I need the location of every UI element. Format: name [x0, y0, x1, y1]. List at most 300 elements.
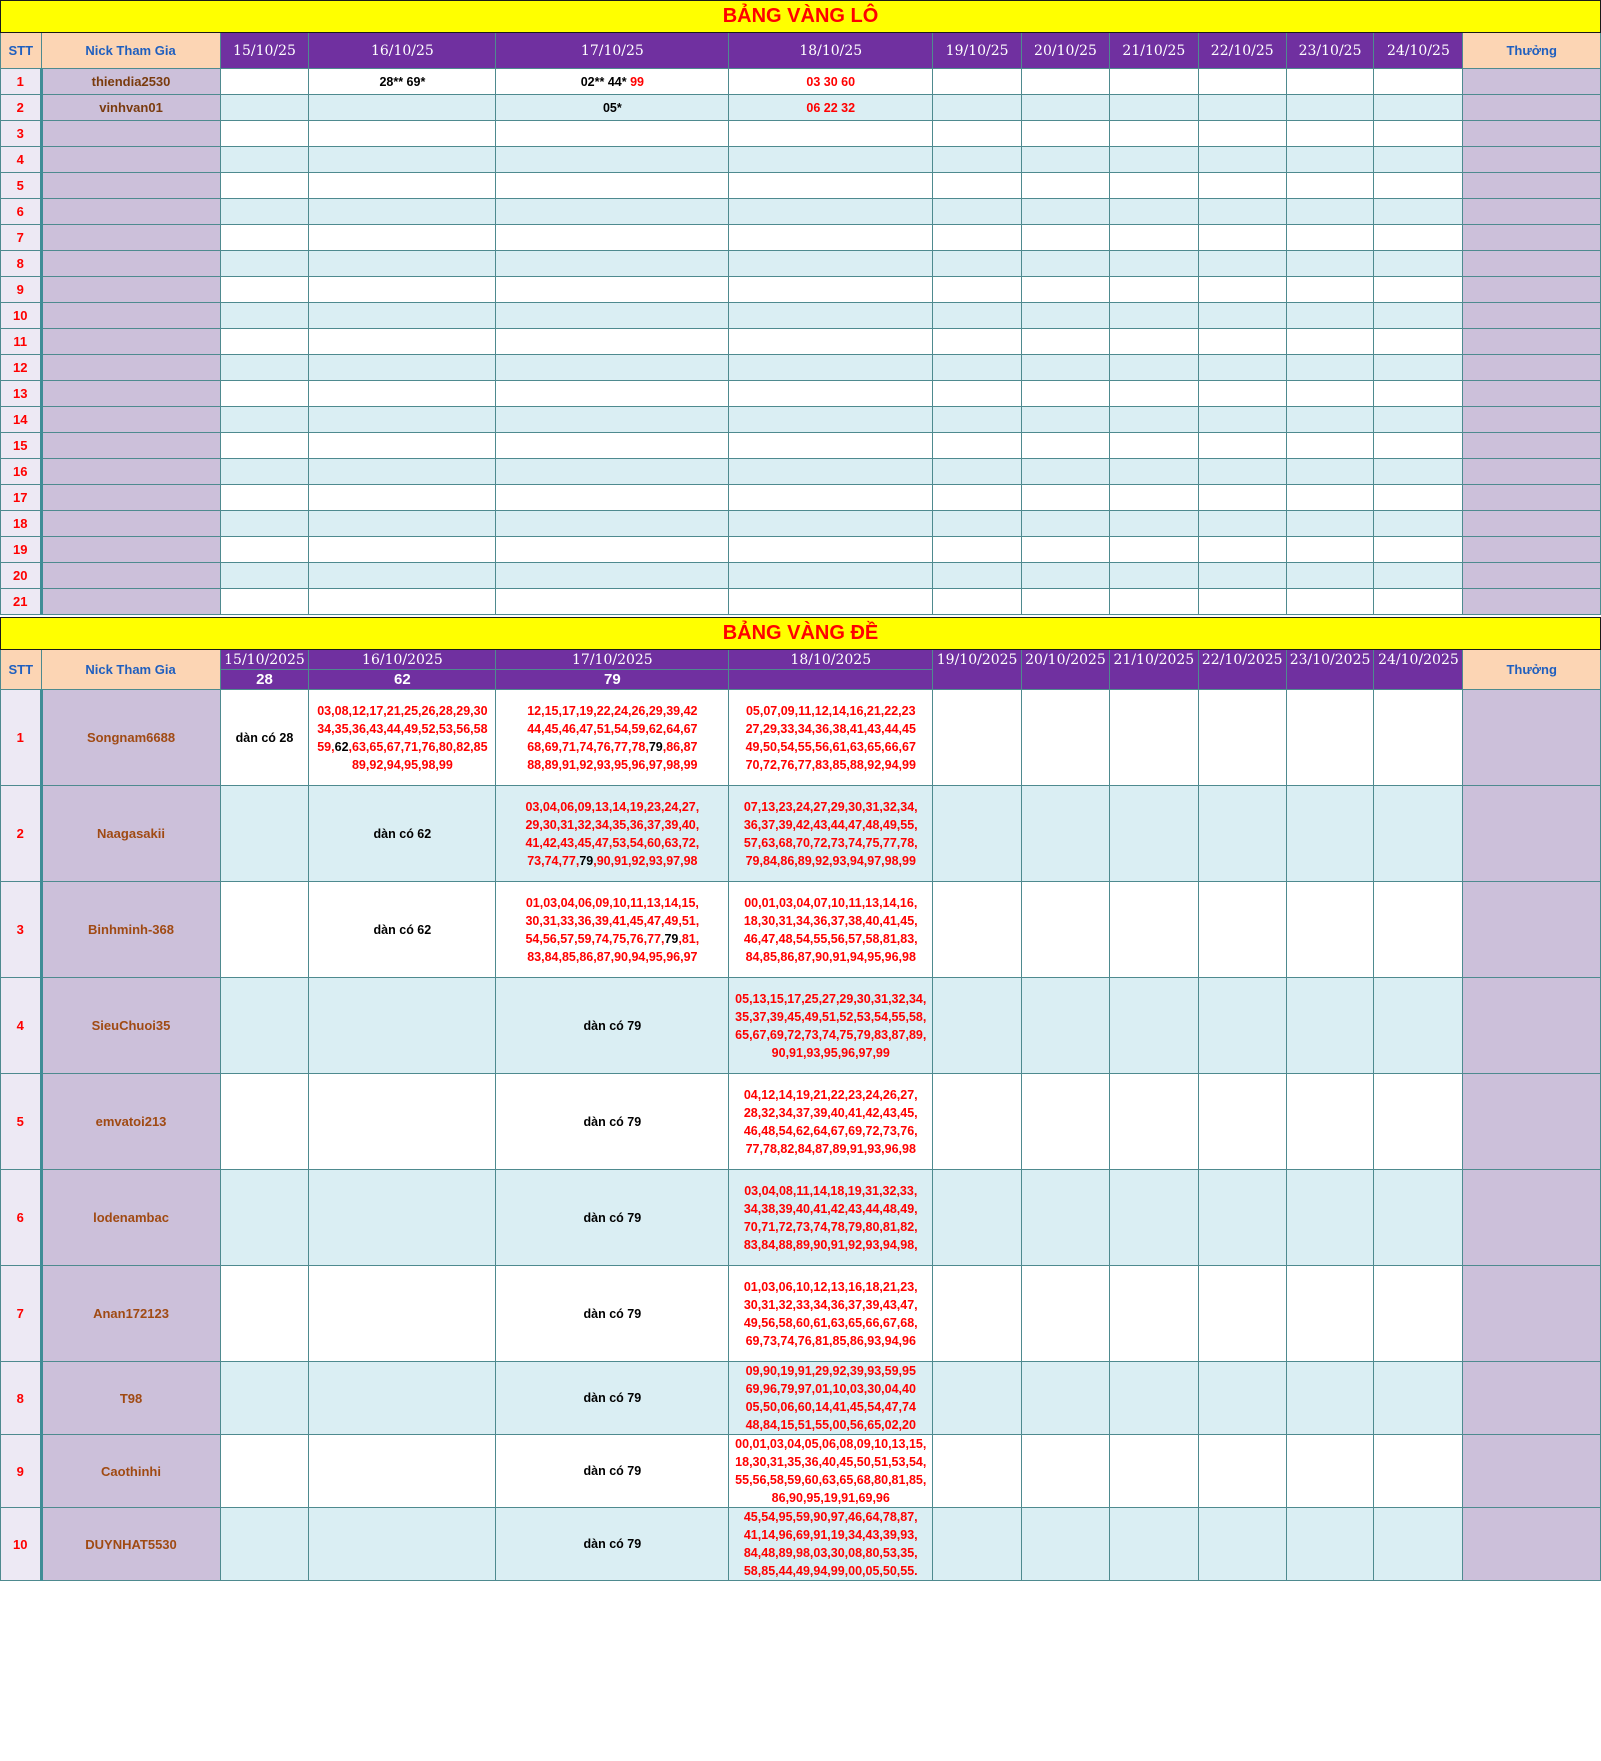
de-entry-cell[interactable]	[1109, 1508, 1198, 1581]
de-stt-cell[interactable]: 6	[1, 1170, 42, 1266]
de-entry-cell[interactable]	[220, 1266, 309, 1362]
lo-entry-cell[interactable]	[1374, 95, 1463, 121]
de-entry-cell[interactable]	[1022, 1508, 1110, 1581]
lo-entry-cell[interactable]	[220, 303, 309, 329]
de-nick-cell[interactable]: Caothinhi	[41, 1435, 220, 1508]
lo-entry-cell[interactable]	[1109, 407, 1198, 433]
lo-entry-cell[interactable]	[1198, 199, 1286, 225]
de-entry-cell[interactable]	[496, 1170, 729, 1266]
lo-stt-cell[interactable]: 19	[1, 537, 42, 563]
lo-entry-cell[interactable]	[1374, 121, 1463, 147]
lo-entry-cell[interactable]	[729, 251, 933, 277]
de-entry-cell[interactable]	[1198, 1435, 1286, 1508]
de-entry-cell[interactable]	[729, 1170, 933, 1266]
lo-nick-cell[interactable]	[41, 225, 220, 251]
lo-entry-cell[interactable]	[1286, 329, 1374, 355]
de-entry-cell[interactable]	[1286, 1508, 1374, 1581]
lo-nick-cell[interactable]	[41, 329, 220, 355]
lo-entry-cell[interactable]	[1109, 225, 1198, 251]
lo-entry-cell[interactable]	[1198, 225, 1286, 251]
lo-entry-cell[interactable]	[1109, 563, 1198, 589]
lo-entry-cell[interactable]	[933, 511, 1022, 537]
de-stt-cell[interactable]: 7	[1, 1266, 42, 1362]
lo-entry-cell[interactable]	[1022, 121, 1110, 147]
lo-stt-cell[interactable]: 5	[1, 173, 42, 199]
de-stt-cell[interactable]: 3	[1, 882, 42, 978]
lo-thuong-cell[interactable]	[1463, 147, 1601, 173]
lo-thuong-cell[interactable]	[1463, 589, 1601, 615]
lo-entry-cell[interactable]	[496, 381, 729, 407]
lo-entry-cell[interactable]	[1374, 147, 1463, 173]
de-entry-cell[interactable]	[220, 978, 309, 1074]
lo-thuong-cell[interactable]	[1463, 69, 1601, 95]
lo-thuong-cell[interactable]	[1463, 407, 1601, 433]
lo-entry-cell[interactable]	[496, 459, 729, 485]
de-stt-cell[interactable]: 10	[1, 1508, 42, 1581]
lo-entry-cell[interactable]	[729, 95, 933, 121]
lo-entry-cell[interactable]	[729, 173, 933, 199]
de-entry-cell[interactable]	[220, 1074, 309, 1170]
lo-entry-cell[interactable]	[496, 199, 729, 225]
lo-entry-cell[interactable]	[1286, 459, 1374, 485]
de-entry-cell[interactable]	[1109, 978, 1198, 1074]
lo-entry-cell[interactable]	[220, 407, 309, 433]
de-entry-cell[interactable]	[220, 690, 309, 786]
de-thuong-cell[interactable]	[1463, 1508, 1601, 1581]
lo-entry-cell[interactable]	[309, 251, 496, 277]
de-entry-cell[interactable]	[1022, 690, 1110, 786]
lo-entry-cell[interactable]	[496, 511, 729, 537]
lo-entry-cell[interactable]	[933, 251, 1022, 277]
de-entry-cell[interactable]	[933, 1362, 1022, 1435]
de-nick-cell[interactable]: Binhminh-368	[41, 882, 220, 978]
lo-thuong-cell[interactable]	[1463, 511, 1601, 537]
lo-entry-cell[interactable]	[1109, 485, 1198, 511]
de-entry-cell[interactable]	[309, 1266, 496, 1362]
lo-thuong-cell[interactable]	[1463, 459, 1601, 485]
lo-entry-cell[interactable]	[729, 355, 933, 381]
lo-entry-cell[interactable]	[1286, 225, 1374, 251]
lo-entry-cell[interactable]	[1198, 459, 1286, 485]
lo-entry-cell[interactable]	[729, 277, 933, 303]
lo-entry-cell[interactable]	[1198, 95, 1286, 121]
lo-entry-cell[interactable]	[220, 537, 309, 563]
de-stt-cell[interactable]: 8	[1, 1362, 42, 1435]
lo-thuong-cell[interactable]	[1463, 485, 1601, 511]
lo-entry-cell[interactable]	[1022, 329, 1110, 355]
de-entry-cell[interactable]	[1286, 1435, 1374, 1508]
lo-stt-cell[interactable]: 2	[1, 95, 42, 121]
lo-entry-cell[interactable]	[1286, 433, 1374, 459]
lo-entry-cell[interactable]	[309, 355, 496, 381]
lo-entry-cell[interactable]	[1374, 589, 1463, 615]
lo-stt-cell[interactable]: 13	[1, 381, 42, 407]
lo-entry-cell[interactable]	[1022, 303, 1110, 329]
lo-entry-cell[interactable]	[933, 95, 1022, 121]
lo-entry-cell[interactable]	[729, 303, 933, 329]
lo-entry-cell[interactable]	[496, 121, 729, 147]
de-entry-cell[interactable]	[1286, 1074, 1374, 1170]
lo-thuong-cell[interactable]	[1463, 303, 1601, 329]
lo-entry-cell[interactable]	[1286, 303, 1374, 329]
lo-stt-cell[interactable]: 20	[1, 563, 42, 589]
de-entry-cell[interactable]	[1374, 978, 1463, 1074]
lo-entry-cell[interactable]	[933, 433, 1022, 459]
lo-entry-cell[interactable]	[933, 199, 1022, 225]
lo-entry-cell[interactable]	[1022, 563, 1110, 589]
lo-entry-cell[interactable]	[309, 459, 496, 485]
lo-stt-cell[interactable]: 14	[1, 407, 42, 433]
de-nick-cell[interactable]: Naagasakii	[41, 786, 220, 882]
lo-thuong-cell[interactable]	[1463, 381, 1601, 407]
lo-entry-cell[interactable]	[1109, 511, 1198, 537]
lo-thuong-cell[interactable]	[1463, 225, 1601, 251]
de-entry-cell[interactable]	[933, 1508, 1022, 1581]
lo-thuong-cell[interactable]	[1463, 173, 1601, 199]
lo-entry-cell[interactable]	[1198, 381, 1286, 407]
de-entry-cell[interactable]	[496, 882, 729, 978]
lo-entry-cell[interactable]	[220, 277, 309, 303]
lo-entry-cell[interactable]	[1374, 511, 1463, 537]
lo-nick-cell[interactable]	[41, 251, 220, 277]
lo-stt-cell[interactable]: 6	[1, 199, 42, 225]
lo-entry-cell[interactable]	[220, 563, 309, 589]
lo-thuong-cell[interactable]	[1463, 251, 1601, 277]
lo-entry-cell[interactable]	[309, 69, 496, 95]
de-entry-cell[interactable]	[1109, 1435, 1198, 1508]
de-entry-cell[interactable]	[729, 786, 933, 882]
lo-entry-cell[interactable]	[1109, 121, 1198, 147]
lo-entry-cell[interactable]	[496, 563, 729, 589]
de-entry-cell[interactable]	[933, 690, 1022, 786]
lo-entry-cell[interactable]	[1374, 225, 1463, 251]
lo-entry-cell[interactable]	[1109, 459, 1198, 485]
de-entry-cell[interactable]	[220, 786, 309, 882]
lo-entry-cell[interactable]	[1022, 433, 1110, 459]
lo-entry-cell[interactable]	[729, 511, 933, 537]
de-entry-cell[interactable]	[496, 786, 729, 882]
lo-entry-cell[interactable]	[1198, 407, 1286, 433]
lo-stt-cell[interactable]: 18	[1, 511, 42, 537]
lo-stt-cell[interactable]: 17	[1, 485, 42, 511]
de-entry-cell[interactable]	[933, 786, 1022, 882]
lo-entry-cell[interactable]	[1374, 381, 1463, 407]
lo-entry-cell[interactable]	[933, 563, 1022, 589]
lo-entry-cell[interactable]	[729, 147, 933, 173]
lo-stt-cell[interactable]: 10	[1, 303, 42, 329]
de-thuong-cell[interactable]	[1463, 1074, 1601, 1170]
lo-entry-cell[interactable]	[1286, 95, 1374, 121]
de-entry-cell[interactable]	[1022, 978, 1110, 1074]
de-entry-cell[interactable]	[1022, 1435, 1110, 1508]
lo-entry-cell[interactable]	[496, 147, 729, 173]
lo-entry-cell[interactable]	[220, 459, 309, 485]
de-entry-cell[interactable]	[933, 978, 1022, 1074]
lo-stt-cell[interactable]: 12	[1, 355, 42, 381]
de-entry-cell[interactable]	[309, 1074, 496, 1170]
lo-entry-cell[interactable]	[933, 355, 1022, 381]
lo-entry-cell[interactable]	[496, 95, 729, 121]
lo-entry-cell[interactable]	[1286, 173, 1374, 199]
lo-entry-cell[interactable]	[1022, 485, 1110, 511]
lo-entry-cell[interactable]	[1374, 69, 1463, 95]
lo-entry-cell[interactable]	[933, 277, 1022, 303]
de-entry-cell[interactable]	[729, 690, 933, 786]
lo-entry-cell[interactable]	[309, 589, 496, 615]
de-entry-cell[interactable]	[1109, 1362, 1198, 1435]
lo-entry-cell[interactable]	[309, 277, 496, 303]
lo-entry-cell[interactable]	[1109, 589, 1198, 615]
lo-nick-cell[interactable]	[41, 407, 220, 433]
lo-thuong-cell[interactable]	[1463, 95, 1601, 121]
lo-entry-cell[interactable]	[1286, 277, 1374, 303]
de-entry-cell[interactable]	[220, 882, 309, 978]
lo-entry-cell[interactable]	[1109, 381, 1198, 407]
de-entry-cell[interactable]	[496, 1074, 729, 1170]
de-nick-cell[interactable]: lodenambac	[41, 1170, 220, 1266]
lo-entry-cell[interactable]	[309, 199, 496, 225]
lo-entry-cell[interactable]	[933, 537, 1022, 563]
lo-entry-cell[interactable]	[1109, 251, 1198, 277]
lo-entry-cell[interactable]	[1022, 147, 1110, 173]
lo-entry-cell[interactable]	[1109, 433, 1198, 459]
de-entry-cell[interactable]	[1022, 1074, 1110, 1170]
lo-thuong-cell[interactable]	[1463, 199, 1601, 225]
lo-entry-cell[interactable]	[1286, 537, 1374, 563]
lo-entry-cell[interactable]	[1286, 121, 1374, 147]
de-entry-cell[interactable]	[1374, 1508, 1463, 1581]
lo-entry-cell[interactable]	[220, 173, 309, 199]
lo-entry-cell[interactable]	[309, 381, 496, 407]
lo-entry-cell[interactable]	[1022, 355, 1110, 381]
lo-entry-cell[interactable]	[1198, 69, 1286, 95]
de-thuong-cell[interactable]	[1463, 690, 1601, 786]
lo-entry-cell[interactable]	[1286, 355, 1374, 381]
de-thuong-cell[interactable]	[1463, 1170, 1601, 1266]
lo-entry-cell[interactable]	[1109, 329, 1198, 355]
lo-entry-cell[interactable]	[729, 199, 933, 225]
lo-entry-cell[interactable]	[496, 589, 729, 615]
lo-entry-cell[interactable]	[1374, 173, 1463, 199]
lo-entry-cell[interactable]	[933, 459, 1022, 485]
lo-stt-cell[interactable]: 11	[1, 329, 42, 355]
de-entry-cell[interactable]	[729, 1266, 933, 1362]
de-stt-cell[interactable]: 1	[1, 690, 42, 786]
lo-entry-cell[interactable]	[729, 485, 933, 511]
lo-entry-cell[interactable]	[729, 537, 933, 563]
lo-entry-cell[interactable]	[1374, 433, 1463, 459]
de-entry-cell[interactable]	[1374, 1074, 1463, 1170]
lo-entry-cell[interactable]	[309, 563, 496, 589]
de-entry-cell[interactable]	[309, 690, 496, 786]
de-entry-cell[interactable]	[1109, 1266, 1198, 1362]
de-entry-cell[interactable]	[1374, 1266, 1463, 1362]
de-entry-cell[interactable]	[1022, 786, 1110, 882]
lo-entry-cell[interactable]	[933, 485, 1022, 511]
lo-thuong-cell[interactable]	[1463, 563, 1601, 589]
de-stt-cell[interactable]: 2	[1, 786, 42, 882]
lo-entry-cell[interactable]	[1109, 277, 1198, 303]
lo-entry-cell[interactable]	[1198, 303, 1286, 329]
lo-entry-cell[interactable]	[220, 433, 309, 459]
lo-entry-cell[interactable]	[1198, 329, 1286, 355]
lo-entry-cell[interactable]	[1374, 303, 1463, 329]
lo-entry-cell[interactable]	[220, 485, 309, 511]
lo-stt-cell[interactable]: 4	[1, 147, 42, 173]
lo-entry-cell[interactable]	[1022, 589, 1110, 615]
lo-entry-cell[interactable]	[220, 381, 309, 407]
de-entry-cell[interactable]	[1109, 690, 1198, 786]
de-entry-cell[interactable]	[1198, 1170, 1286, 1266]
lo-entry-cell[interactable]	[729, 433, 933, 459]
lo-entry-cell[interactable]	[1286, 407, 1374, 433]
de-nick-cell[interactable]: emvatoi213	[41, 1074, 220, 1170]
lo-entry-cell[interactable]	[496, 277, 729, 303]
lo-entry-cell[interactable]	[1022, 407, 1110, 433]
lo-entry-cell[interactable]	[309, 433, 496, 459]
lo-entry-cell[interactable]	[933, 381, 1022, 407]
de-nick-cell[interactable]: Songnam6688	[41, 690, 220, 786]
de-entry-cell[interactable]	[1109, 1074, 1198, 1170]
lo-entry-cell[interactable]	[496, 355, 729, 381]
lo-nick-cell[interactable]	[41, 355, 220, 381]
lo-entry-cell[interactable]	[309, 511, 496, 537]
lo-entry-cell[interactable]	[1022, 381, 1110, 407]
lo-entry-cell[interactable]	[220, 69, 309, 95]
lo-entry-cell[interactable]	[309, 303, 496, 329]
lo-entry-cell[interactable]	[220, 225, 309, 251]
lo-entry-cell[interactable]	[220, 147, 309, 173]
lo-entry-cell[interactable]	[1374, 355, 1463, 381]
lo-entry-cell[interactable]	[1109, 95, 1198, 121]
lo-entry-cell[interactable]	[496, 225, 729, 251]
lo-entry-cell[interactable]	[1109, 537, 1198, 563]
de-entry-cell[interactable]	[1022, 1362, 1110, 1435]
lo-entry-cell[interactable]	[1286, 563, 1374, 589]
lo-entry-cell[interactable]	[1109, 173, 1198, 199]
de-entry-cell[interactable]	[729, 1508, 933, 1581]
lo-nick-cell[interactable]	[41, 199, 220, 225]
de-entry-cell[interactable]	[220, 1170, 309, 1266]
lo-entry-cell[interactable]	[1286, 511, 1374, 537]
de-entry-cell[interactable]	[496, 978, 729, 1074]
lo-entry-cell[interactable]	[1198, 589, 1286, 615]
lo-nick-cell[interactable]	[41, 147, 220, 173]
de-entry-cell[interactable]	[729, 1362, 933, 1435]
lo-thuong-cell[interactable]	[1463, 433, 1601, 459]
lo-entry-cell[interactable]	[1022, 459, 1110, 485]
lo-entry-cell[interactable]	[496, 69, 729, 95]
lo-entry-cell[interactable]	[309, 225, 496, 251]
lo-entry-cell[interactable]	[309, 173, 496, 199]
lo-entry-cell[interactable]	[1374, 485, 1463, 511]
lo-entry-cell[interactable]	[1286, 589, 1374, 615]
lo-entry-cell[interactable]	[1374, 537, 1463, 563]
lo-entry-cell[interactable]	[933, 225, 1022, 251]
lo-entry-cell[interactable]	[729, 459, 933, 485]
lo-thuong-cell[interactable]	[1463, 355, 1601, 381]
de-entry-cell[interactable]	[1374, 1170, 1463, 1266]
lo-entry-cell[interactable]	[729, 563, 933, 589]
lo-entry-cell[interactable]	[309, 485, 496, 511]
de-entry-cell[interactable]	[496, 1508, 729, 1581]
lo-entry-cell[interactable]	[1374, 407, 1463, 433]
lo-entry-cell[interactable]	[220, 511, 309, 537]
lo-entry-cell[interactable]	[496, 251, 729, 277]
lo-entry-cell[interactable]	[1198, 121, 1286, 147]
lo-entry-cell[interactable]	[1022, 537, 1110, 563]
de-entry-cell[interactable]	[1198, 1362, 1286, 1435]
lo-entry-cell[interactable]	[1198, 485, 1286, 511]
de-entry-cell[interactable]	[1374, 882, 1463, 978]
de-entry-cell[interactable]	[1109, 1170, 1198, 1266]
lo-entry-cell[interactable]	[1198, 355, 1286, 381]
de-entry-cell[interactable]	[309, 1362, 496, 1435]
de-entry-cell[interactable]	[496, 690, 729, 786]
de-entry-cell[interactable]	[309, 1170, 496, 1266]
de-entry-cell[interactable]	[1374, 1435, 1463, 1508]
de-stt-cell[interactable]: 4	[1, 978, 42, 1074]
de-entry-cell[interactable]	[1198, 1508, 1286, 1581]
lo-nick-cell[interactable]	[41, 511, 220, 537]
de-entry-cell[interactable]	[220, 1435, 309, 1508]
de-entry-cell[interactable]	[309, 1435, 496, 1508]
de-entry-cell[interactable]	[1286, 978, 1374, 1074]
de-entry-cell[interactable]	[933, 1435, 1022, 1508]
lo-entry-cell[interactable]	[1198, 251, 1286, 277]
lo-thuong-cell[interactable]	[1463, 329, 1601, 355]
lo-entry-cell[interactable]	[729, 589, 933, 615]
de-entry-cell[interactable]	[309, 786, 496, 882]
lo-entry-cell[interactable]	[1022, 69, 1110, 95]
lo-stt-cell[interactable]: 9	[1, 277, 42, 303]
de-entry-cell[interactable]	[729, 1074, 933, 1170]
lo-stt-cell[interactable]: 16	[1, 459, 42, 485]
de-entry-cell[interactable]	[1374, 690, 1463, 786]
lo-entry-cell[interactable]	[933, 173, 1022, 199]
lo-nick-cell[interactable]: thiendia2530	[41, 69, 220, 95]
de-entry-cell[interactable]	[1022, 1170, 1110, 1266]
lo-nick-cell[interactable]	[41, 303, 220, 329]
de-stt-cell[interactable]: 5	[1, 1074, 42, 1170]
lo-nick-cell[interactable]	[41, 381, 220, 407]
lo-entry-cell[interactable]	[496, 407, 729, 433]
lo-thuong-cell[interactable]	[1463, 277, 1601, 303]
de-entry-cell[interactable]	[729, 1435, 933, 1508]
lo-entry-cell[interactable]	[1109, 303, 1198, 329]
lo-entry-cell[interactable]	[933, 407, 1022, 433]
lo-entry-cell[interactable]	[309, 537, 496, 563]
lo-entry-cell[interactable]	[729, 225, 933, 251]
de-entry-cell[interactable]	[496, 1362, 729, 1435]
de-nick-cell[interactable]: SieuChuoi35	[41, 978, 220, 1074]
de-nick-cell[interactable]: Anan172123	[41, 1266, 220, 1362]
de-entry-cell[interactable]	[1198, 978, 1286, 1074]
lo-nick-cell[interactable]	[41, 537, 220, 563]
lo-nick-cell[interactable]	[41, 589, 220, 615]
de-thuong-cell[interactable]	[1463, 1435, 1601, 1508]
de-entry-cell[interactable]	[1286, 882, 1374, 978]
de-entry-cell[interactable]	[1286, 1362, 1374, 1435]
de-entry-cell[interactable]	[1198, 882, 1286, 978]
lo-entry-cell[interactable]	[1374, 459, 1463, 485]
de-entry-cell[interactable]	[933, 1170, 1022, 1266]
lo-entry-cell[interactable]	[1022, 277, 1110, 303]
de-nick-cell[interactable]: DUYNHAT5530	[41, 1508, 220, 1581]
de-entry-cell[interactable]	[1198, 1074, 1286, 1170]
lo-entry-cell[interactable]	[729, 381, 933, 407]
de-entry-cell[interactable]	[220, 1508, 309, 1581]
